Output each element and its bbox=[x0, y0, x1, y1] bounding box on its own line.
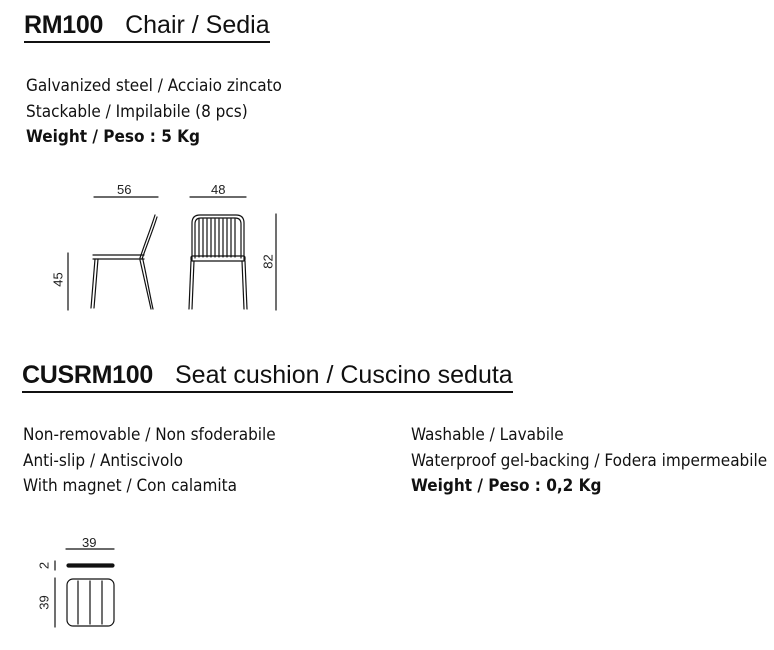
chair-dim-front-width: 48 bbox=[211, 182, 226, 197]
cushion-spec-antislip: Anti-slip / Antiscivolo bbox=[23, 450, 183, 471]
cushion-dim-thickness: 2 bbox=[36, 561, 52, 570]
chair-spec-material: Galvanized steel / Acciaio zincato bbox=[26, 76, 282, 96]
cushion-spec-waterproof: Waterproof gel-backing / Fodera impermeabile bbox=[411, 450, 768, 471]
cushion-dim-depth: 39 bbox=[36, 595, 52, 610]
cushion-spec-removable: Non-removable / Non sfoderabile bbox=[23, 425, 276, 445]
chair-dim-total-height: 82 bbox=[260, 254, 276, 269]
chair-dim-seat-height: 45 bbox=[50, 272, 66, 287]
chair-spec-stackable: Stackable / Impilabile (8 pcs) bbox=[26, 101, 248, 122]
cushion-name: Seat cushion / Cuscino seduta bbox=[174, 361, 513, 389]
cushion-spec-washable: Washable / Lavabile bbox=[411, 425, 564, 445]
cushion-dim-width: 39 bbox=[82, 535, 97, 550]
chair-weight: Weight / Peso : 5 Kg bbox=[26, 127, 200, 147]
cushion-side-profile bbox=[67, 564, 114, 567]
cushion-weight: Weight / Peso : 0,2 Kg bbox=[411, 476, 602, 496]
chair-name: Chair / Sedia bbox=[125, 11, 270, 39]
cushion-spec-magnet: With magnet / Con calamita bbox=[23, 476, 238, 496]
chair-dim-side-width: 56 bbox=[117, 182, 132, 197]
chair-code: RM100 bbox=[24, 11, 104, 39]
cushion-code: CUSRM100 bbox=[22, 361, 153, 389]
